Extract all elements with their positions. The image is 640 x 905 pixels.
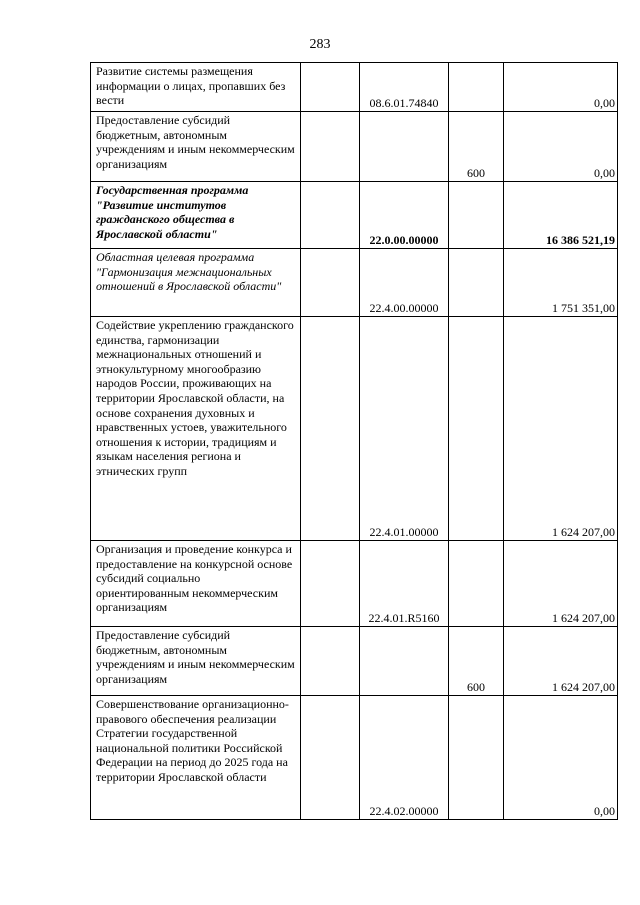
empty-cell <box>301 112 360 182</box>
empty-cell <box>301 627 360 696</box>
table-row <box>91 249 618 317</box>
row-expense-type <box>449 63 504 112</box>
row-name-cell <box>91 627 301 696</box>
row-code: 22.4.02.00000 <box>360 696 449 820</box>
row-code: 22.4.01.R5160 <box>360 541 449 627</box>
row-name: Предоставление субсидий бюджетным, автономным учреждениям и иным некоммерческим организациям <box>96 113 295 171</box>
table-row <box>91 182 618 249</box>
budget-table <box>90 62 618 820</box>
row-expense-type: 600 <box>449 627 504 696</box>
row-name-cell <box>91 541 301 627</box>
row-code <box>360 627 449 696</box>
empty-cell <box>301 696 360 820</box>
table-row <box>91 112 618 182</box>
table-row <box>91 63 618 112</box>
row-name-cell <box>91 63 301 112</box>
row-sum: 1 624 207,00 <box>504 627 618 696</box>
row-expense-type <box>449 249 504 317</box>
empty-cell <box>301 63 360 112</box>
row-expense-type <box>449 541 504 627</box>
row-code: 22.4.01.00000 <box>360 317 449 541</box>
row-name: Организация и проведение конкурса и предоставление на конкурсной основе субсидий социально ориентированным некоммерческим организациям <box>96 542 293 615</box>
row-sum: 16 386 521,19 <box>504 182 618 249</box>
row-name-cell <box>91 696 301 820</box>
row-name-cell <box>91 182 301 249</box>
table-row <box>91 541 618 627</box>
row-name-cell <box>91 112 301 182</box>
empty-cell <box>301 317 360 541</box>
row-code <box>360 112 449 182</box>
row-code: 08.6.01.74840 <box>360 63 449 112</box>
row-name: Совершенствование организационно-правового обеспечения реализации Стратегии государственной национальной политики Российской Федерации на период до 2025 года на территории Ярославской области <box>96 697 289 784</box>
table-row <box>91 317 618 541</box>
row-name-cell <box>91 249 301 317</box>
row-expense-type <box>449 182 504 249</box>
row-code: 22.4.00.00000 <box>360 249 449 317</box>
row-expense-type: 600 <box>449 112 504 182</box>
page-number: 283 <box>309 37 331 52</box>
row-name: Областная целевая программа "Гармонизация межнациональных отношений в Ярославской области" <box>96 250 282 294</box>
row-name: Предоставление субсидий бюджетным, автономным учреждениям и иным некоммерческим организациям <box>96 628 295 686</box>
empty-cell <box>301 249 360 317</box>
row-sum: 1 751 351,00 <box>504 249 618 317</box>
row-code: 22.0.00.00000 <box>360 182 449 249</box>
row-name: Государственная программа "Развитие институтов гражданского общества в Ярославской области" <box>96 183 249 241</box>
row-sum: 0,00 <box>504 63 618 112</box>
row-expense-type <box>449 317 504 541</box>
row-sum: 0,00 <box>504 112 618 182</box>
row-expense-type <box>449 696 504 820</box>
row-sum: 1 624 207,00 <box>504 541 618 627</box>
row-name-cell <box>91 317 301 541</box>
row-name: Содействие укреплению гражданского единства, гармонизации межнациональных отношений и этнокультурному многообразию народов России, проживающих на территории Ярославской области, на основе сохранения духовных и нравственных устоев, уважительного отношения к истории, традициям и языкам населения региона и этнических групп <box>96 318 294 478</box>
table-row <box>91 696 618 820</box>
table-body <box>91 63 618 820</box>
empty-cell <box>301 182 360 249</box>
row-sum: 0,00 <box>504 696 618 820</box>
table-row <box>91 627 618 696</box>
row-name: Развитие системы размещения информации о лицах, пропавших без вести <box>96 64 286 108</box>
empty-cell <box>301 541 360 627</box>
row-sum: 1 624 207,00 <box>504 317 618 541</box>
